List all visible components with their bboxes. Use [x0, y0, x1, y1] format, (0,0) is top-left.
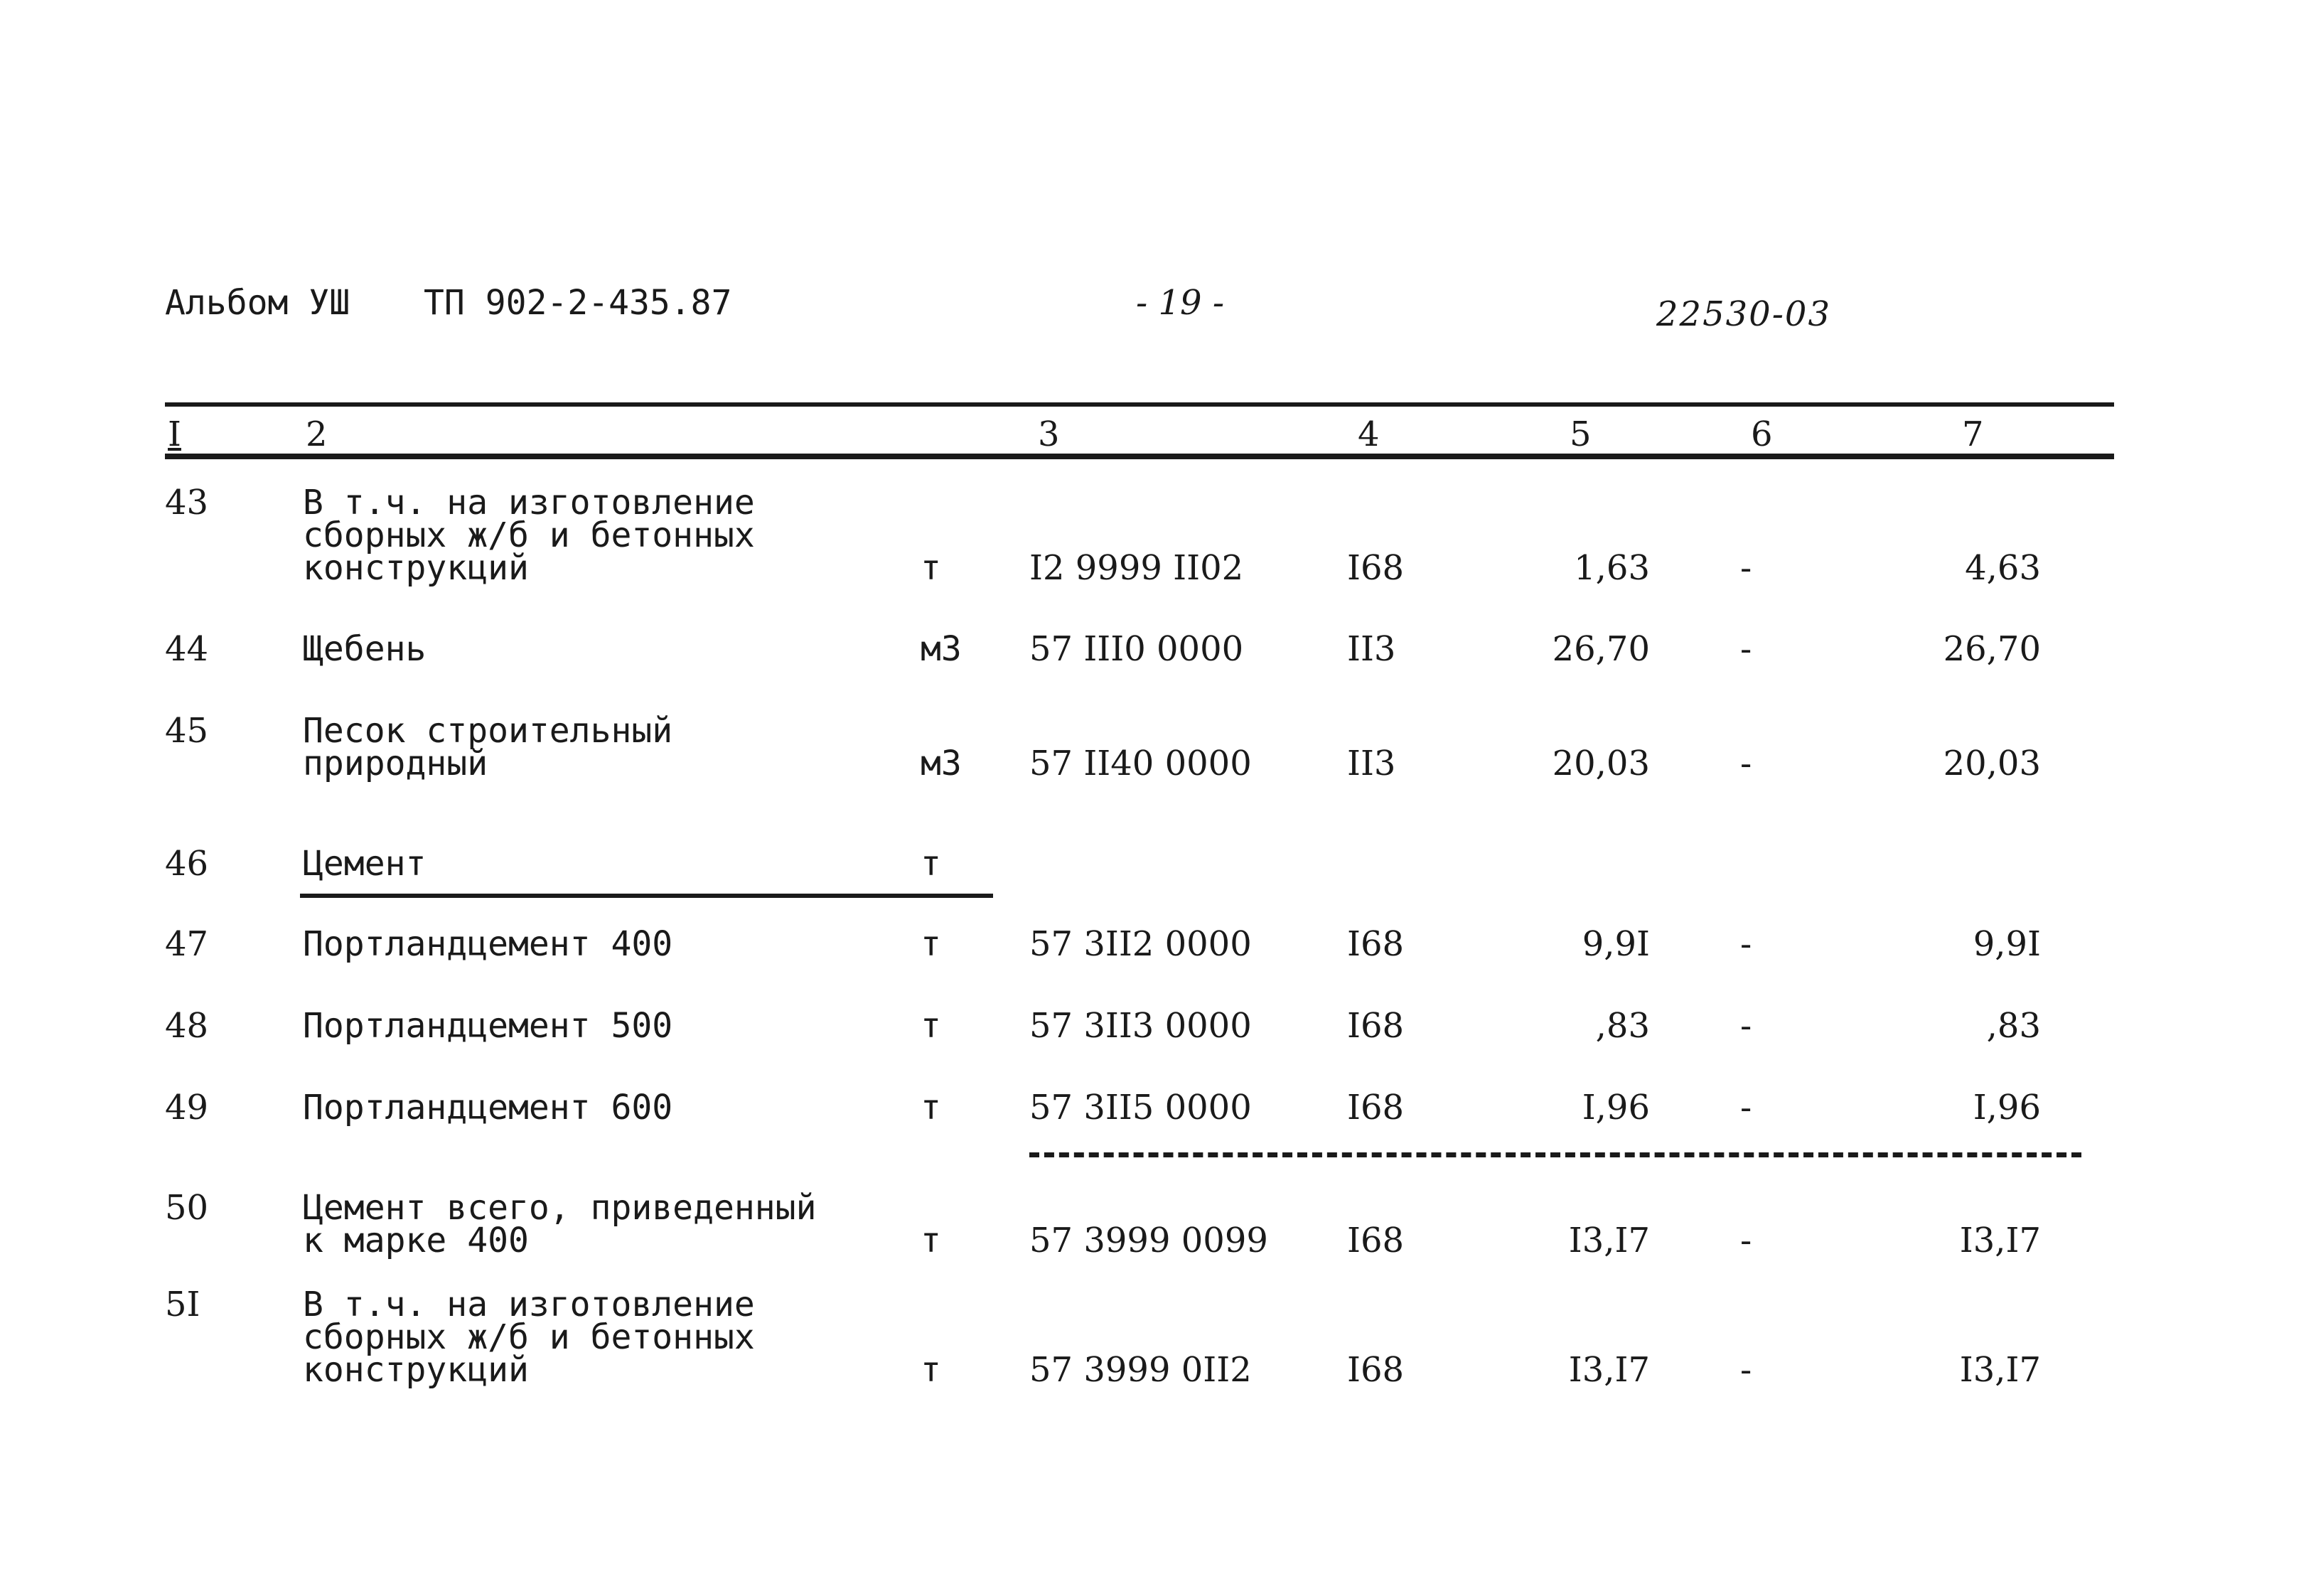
column-4-value: I68: [1347, 1088, 1405, 1128]
column-7-value: ,83: [1986, 1006, 2041, 1046]
item-name: Цемент всего, приведенный к марке 400: [303, 1188, 817, 1260]
item-name: Портландцемент 600: [303, 1088, 673, 1128]
item-code: 57 3II2 0000: [1029, 924, 1252, 964]
column-5-value: 9,9I: [1582, 924, 1650, 964]
unit: т: [921, 844, 941, 884]
unit: т: [921, 1006, 941, 1046]
column-7-value: I3,I7: [1959, 1221, 2041, 1260]
unit: т: [921, 924, 941, 964]
row-number: 47: [165, 924, 209, 964]
unit: т: [921, 1221, 941, 1260]
column-5-value: 1,63: [1574, 548, 1650, 588]
item-name: Портландцемент 400: [303, 924, 673, 964]
item-name: Портландцемент 500: [303, 1006, 673, 1046]
document-code: 22530-03: [1656, 294, 1831, 334]
column-7-value: 26,70: [1943, 629, 2041, 669]
column-6-value: -: [1740, 1350, 1752, 1390]
column-4-value: I68: [1347, 1350, 1405, 1390]
unit: т: [921, 548, 941, 588]
unit: т: [921, 1088, 941, 1128]
project-number: ТП 902-2-435.87: [424, 283, 732, 323]
column-4-value: II3: [1347, 744, 1396, 783]
row-number: 50: [165, 1188, 209, 1228]
item-code: 57 3II3 0000: [1029, 1006, 1252, 1046]
row-number: 45: [165, 711, 209, 751]
cement-group-underline: [300, 894, 993, 898]
row-number: 49: [165, 1088, 209, 1128]
item-name: В т.ч. на изготовление сборных ж/б и бетонных конструкций: [303, 483, 755, 588]
column-5-value: I3,I7: [1568, 1350, 1650, 1390]
item-code: 57 3999 0099: [1029, 1221, 1268, 1260]
column-6-value: -: [1740, 1221, 1752, 1260]
row-number: 46: [165, 844, 209, 884]
column-6-value: -: [1740, 1006, 1752, 1046]
item-name: Песок строительный природный: [303, 711, 673, 783]
row-number: 48: [165, 1006, 209, 1046]
column-number-3: 3: [1038, 414, 1060, 454]
column-4-value: I68: [1347, 548, 1405, 588]
page-number: - 19 -: [1136, 283, 1225, 323]
column-6-value: -: [1740, 924, 1752, 964]
column-number-2: 2: [306, 414, 328, 454]
column-6-value: -: [1740, 744, 1752, 783]
album-label: Альбом УШ: [165, 283, 350, 323]
row-number: 43: [165, 483, 209, 523]
item-name: Щебень: [303, 629, 427, 669]
item-name: В т.ч. на изготовление сборных ж/б и бетонных конструкций: [303, 1285, 755, 1390]
column-6-value: -: [1740, 629, 1752, 669]
column-4-value: I68: [1347, 1006, 1405, 1046]
column-5-value: 26,70: [1552, 629, 1650, 669]
column-6-value: -: [1740, 1088, 1752, 1128]
column-4-value: I68: [1347, 924, 1405, 964]
column-7-value: I3,I7: [1959, 1350, 2041, 1390]
item-code: 57 3999 0II2: [1029, 1350, 1252, 1390]
item-name: Цемент: [303, 844, 427, 884]
item-code: 57 3II5 0000: [1029, 1088, 1252, 1128]
item-code: 57 II40 0000: [1029, 744, 1252, 783]
row-number: 44: [165, 629, 209, 669]
unit: т: [921, 1350, 941, 1390]
column-5-value: I3,I7: [1568, 1221, 1650, 1260]
unit: м3: [921, 744, 962, 783]
column-7-value: 4,63: [1965, 548, 2041, 588]
item-code: I2 9999 II02: [1029, 548, 1244, 588]
item-code: 57 III0 0000: [1029, 629, 1244, 669]
column-number-6: 6: [1751, 414, 1773, 454]
unit: м3: [921, 629, 962, 669]
column-6-value: -: [1740, 548, 1752, 588]
header-bottom-rule: [165, 454, 2114, 459]
column-4-value: II3: [1347, 629, 1396, 669]
row-number: 5I: [165, 1285, 200, 1324]
subtotal-dashed-rule: [1029, 1152, 2081, 1157]
column-number-7: 7: [1962, 414, 1984, 454]
column-7-value: 20,03: [1943, 744, 2041, 783]
column-4-value: I68: [1347, 1221, 1405, 1260]
table-top-rule: [165, 402, 2114, 407]
column-number-4: 4: [1358, 414, 1380, 454]
column-5-value: I,96: [1582, 1088, 1650, 1128]
column-7-value: 9,9I: [1973, 924, 2041, 964]
column-5-value: ,83: [1595, 1006, 1650, 1046]
column-number-1: I: [168, 414, 181, 454]
column-5-value: 20,03: [1552, 744, 1650, 783]
column-7-value: I,96: [1973, 1088, 2041, 1128]
column-number-5: 5: [1570, 414, 1592, 454]
